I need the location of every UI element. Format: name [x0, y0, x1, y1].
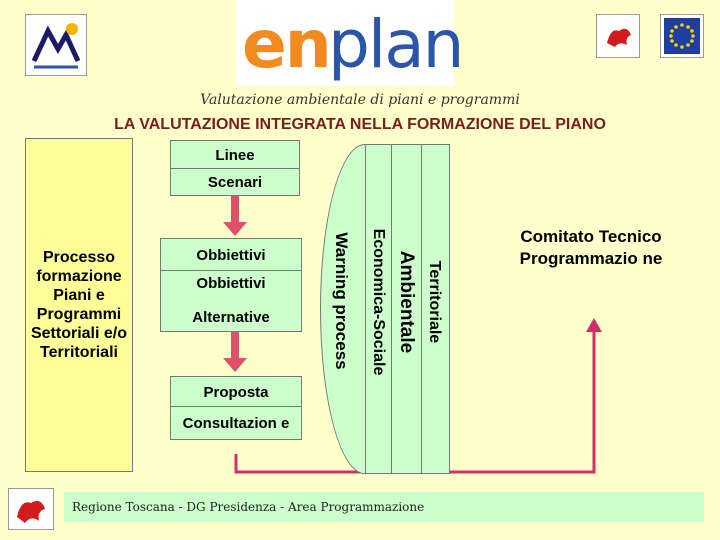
arrow-head-1	[223, 222, 247, 236]
ambientale-label: Ambientale	[396, 250, 417, 354]
arrow-head-2	[223, 358, 247, 372]
footer-text: Regione Toscana - DG Presidenza - Area Programmazione	[72, 500, 425, 514]
linee-box	[170, 140, 300, 170]
processo-label: Processo formazione Piani e Programmi Settoriali e/o Territoriali	[30, 249, 128, 361]
proposta-box	[170, 376, 302, 408]
comitato-label: Comitato Tecnico Programmazio ne	[519, 227, 663, 268]
logo-en-text: en	[242, 6, 330, 83]
consultazione-label: Consultazion e	[182, 415, 290, 432]
warning-label: Warning process	[332, 232, 351, 370]
feedback-arrow-head	[586, 318, 602, 332]
scenari-box	[170, 168, 300, 196]
territoriale-label: Territoriale	[426, 260, 443, 344]
economica-label: Economica-Sociale	[370, 228, 387, 376]
obbiettivi-alt-box	[160, 270, 302, 332]
arrow-shaft-1	[231, 196, 239, 222]
footer-toscana-icon	[8, 488, 54, 530]
obbiettivi-alt-label-2: Alternative	[192, 309, 270, 326]
linee-label: Linee	[215, 146, 255, 164]
consultazione-box	[170, 406, 302, 440]
logo-plan-text: plan	[328, 6, 463, 83]
page-title: LA VALUTAZIONE INTEGRATA NELLA FORMAZIONE DEL PIANO	[114, 116, 606, 133]
obbiettivi-alt-label-1: Obbiettivi	[196, 275, 266, 292]
proposta-label: Proposta	[203, 383, 269, 401]
subtitle: Valutazione ambientale di piani e programmi	[200, 92, 520, 108]
scenari-label: Scenari	[207, 173, 263, 191]
obbiettivi-label: Obbiettivi	[196, 246, 266, 264]
footer-bar	[64, 492, 704, 522]
